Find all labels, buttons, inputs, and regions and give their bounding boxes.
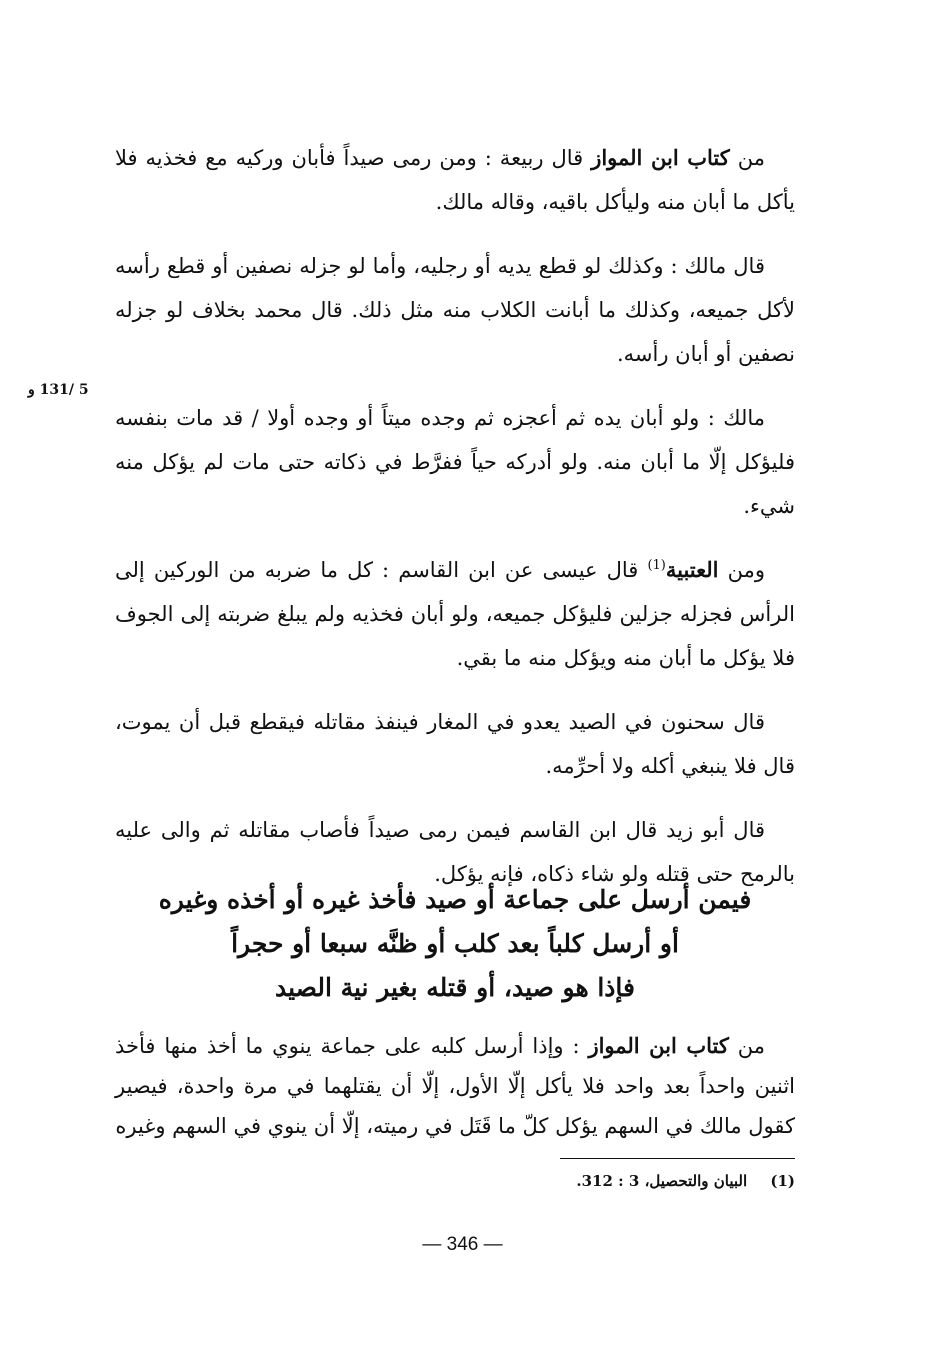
paragraph-3 — [115, 396, 795, 528]
paragraph-5-text: قال سحنون في الصيد يعدو في المغار فينفذ مقاتله فيقطع قبل أن يموت، قال فلا ينبغي أكله ولا أحرِّمه. — [115, 710, 795, 778]
paragraph-1-lead: من — [737, 146, 765, 170]
paragraph-2 — [115, 244, 795, 376]
footnote-number: (1) — [770, 1172, 795, 1190]
paragraph-7-text: : وإذا أرسل كلبه على جماعة ينوي ما أخذ منها فأخذ اثنين واحداً بعد واحد فلا يأكل إلّا الأول، إلّا أن يقتلهما في مرة واحدة، فيصير كقول مالك في السهم يؤكل كلّ ما قَتَل في رميته، إلّا أن ينوي في السهم وغيره — [115, 1034, 795, 1138]
body-text — [115, 136, 795, 896]
paragraph-3-text: مالك : ولو أبان يده ثم أعجزه ثم وجده ميتاً أو وجده أولا / قد مات بنفسه فليؤكل إلّا ما أبان منه. ولو أدركه حياً ففرَّط في ذكاته حتى مات لم يؤكل منه شيء. — [115, 406, 795, 518]
paragraph-1-text: قال ربيعة : ومن رمى صيداً فأبان وركيه مع فخذيه فلا يأكل ما أبان منه وليأكل باقيه، وقاله مالك. — [115, 146, 795, 214]
source-title: كتاب ابن المواز — [591, 145, 730, 170]
section-body — [115, 1026, 795, 1146]
source-title: كتاب ابن المواز — [588, 1033, 729, 1058]
footnote-divider — [560, 1158, 795, 1159]
heading-line-3: فإذا هو صيد، أو قتله بغير نية الصيد — [275, 973, 635, 1002]
paragraph-4-text: قال عيسى عن ابن القاسم : كل ما ضربه من الوركين إلى الرأس فجزله جزلين فليؤكل جميعه، ولو أبان فخذيه ولم يبلغ ضربته إلى الجوف فلا يؤكل ما أبان منه ويؤكل منه ما بقي. — [115, 558, 795, 670]
source-title: العتبية — [665, 557, 719, 582]
paragraph-4 — [115, 548, 795, 680]
footnote-text: البيان والتحصيل، 3 : 312. — [576, 1172, 748, 1190]
paragraph-1 — [115, 136, 795, 224]
footnote — [115, 1166, 795, 1196]
paragraph-2-text: قال مالك : وكذلك لو قطع يديه أو رجليه، وأما لو جزله نصفين أو قطع رأسه لأكل جميعه، وكذلك ما أبانت الكلاب منه مثل ذلك. قال محمد بخلاف لو جزله نصفين أو أبان رأسه. — [115, 254, 795, 366]
paragraph-7 — [115, 1026, 795, 1146]
heading-line-2: أو أرسل كلباً بعد كلب أو ظنَّه سبعا أو حجراً — [231, 929, 679, 958]
page-number: — 346 — — [422, 1234, 503, 1255]
paragraph-6-text: قال أبو زيد قال ابن القاسم فيمن رمى صيداً فأصاب مقاتله ثم والى عليه بالرمح حتى قتله ولو شاء ذكاه، فإنه يؤكل. — [115, 818, 795, 886]
heading-line-1: فيمن أرسل على جماعة أو صيد فأخذ غيره أو أخذه وغيره — [158, 885, 752, 914]
folio-margin-note: 5 /131 و — [28, 382, 89, 398]
footnote-reference: (1) — [647, 558, 666, 573]
section-heading — [115, 878, 795, 1010]
paragraph-5 — [115, 700, 795, 788]
paragraph-4-lead: ومن — [727, 558, 765, 582]
paragraph-7-lead: من — [737, 1034, 765, 1058]
